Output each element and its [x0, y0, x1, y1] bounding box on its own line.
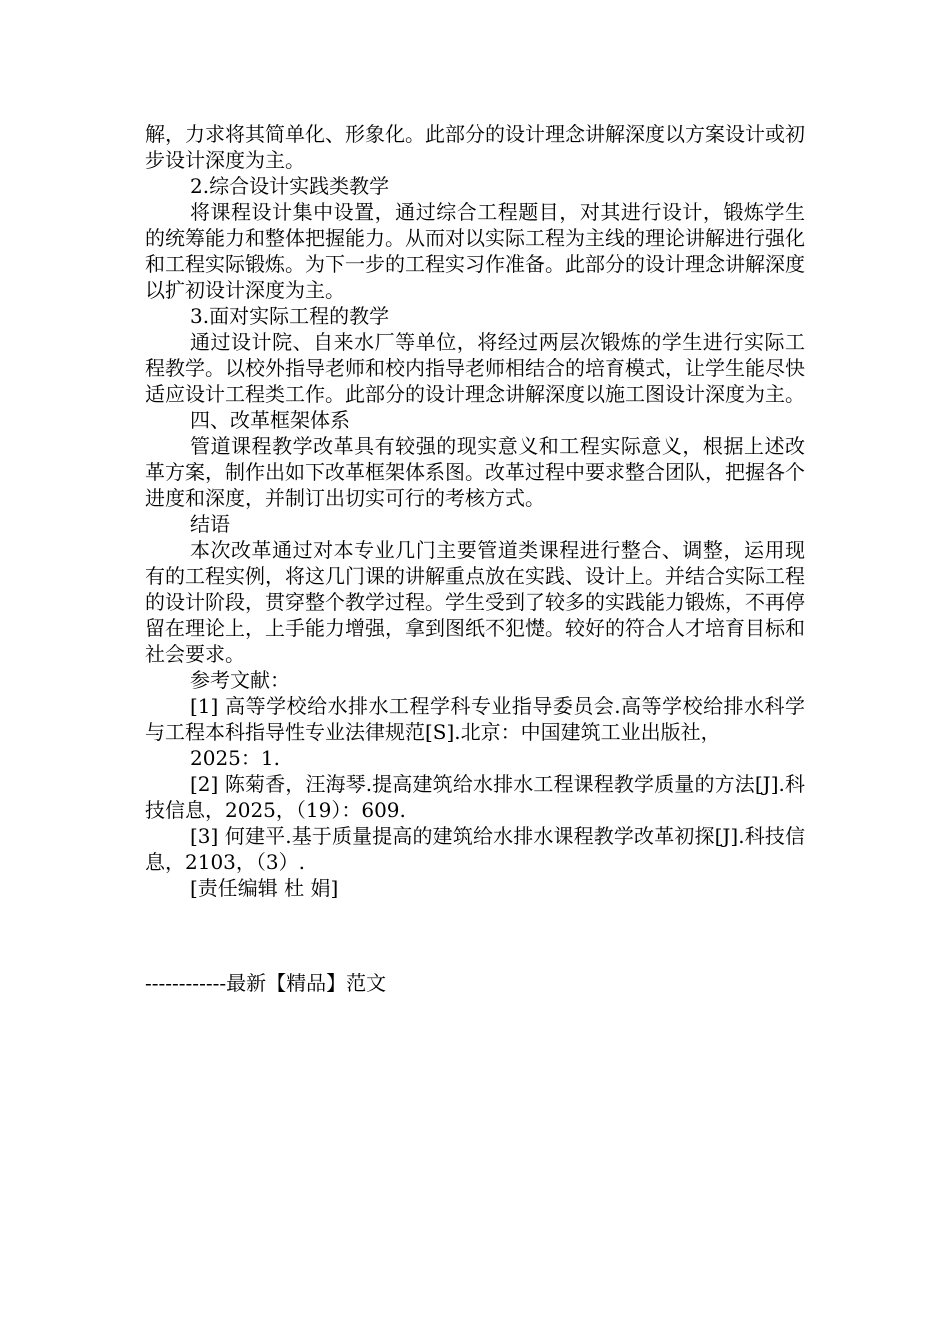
reference-2: [2] 陈菊香，汪海琴.提高建筑给水排水工程课程教学质量的方法[J].科技信息，2025，（19）：609. [145, 772, 805, 822]
paragraph-2: 将课程设计集中设置，通过综合工程题目，对其进行设计，锻炼学生的统筹能力和整体把握能力。从而对以实际工程为主线的理论讲解进行强化和工程实际锻炼。为下一步的工程实习作准备。此部分的设计理念讲解深度以扩初设计深度为主。 [145, 200, 805, 302]
conclusion-paragraph: 本次改革通过对本专业几门主要管道类课程进行整合、调整，运用现有的工程实例，将这几门课的讲解重点放在实践、设计上。并结合实际工程的设计阶段，贯穿整个教学过程。学生受到了较多的实践能力锻炼，不再停留在理论上，上手能力增强，拿到图纸不犯憷。较好的符合人才培育目标和社会要求。 [145, 538, 805, 666]
paragraph-3: 通过设计院、自来水厂等单位，将经过两层次锻炼的学生进行实际工程教学。以校外指导老师和校内指导老师相结合的培育模式，让学生能尽快适应设计工程类工作。此部分的设计理念讲解深度以施工图设计深度为主。 [145, 330, 805, 406]
section-heading-3: 3.面对实际工程的教学 [190, 304, 390, 328]
reference-1-page: 2025：1. [190, 746, 280, 770]
paragraph-4: 管道课程教学改革具有较强的现实意义和工程实际意义，根据上述改革方案，制作出如下改革框架体系图。改革过程中要求整合团队，把握各个进度和深度，并制订出切实可行的考核方式。 [145, 434, 805, 510]
conclusion-heading: 结语 [190, 512, 230, 536]
reference-3: [3] 何建平.基于质量提高的建筑给水排水课程教学改革初探[J].科技信息，2103，（3）. [145, 824, 805, 874]
section-heading-4: 四、改革框架体系 [190, 408, 350, 432]
section-heading-2: 2.综合设计实践类教学 [190, 174, 390, 198]
references-heading: 参考文献： [190, 668, 290, 692]
reference-1: [1] 高等学校给水排水工程学科专业指导委员会.高等学校给排水科学与工程本科指导性专业法律规范[S].北京：中国建筑工业出版社， [145, 694, 805, 744]
editor-credit: [责任编辑 杜 娟] [190, 876, 339, 900]
document-body [145, 121, 805, 901]
footer-note: ------------最新【精品】范文 [145, 971, 387, 995]
paragraph-continuation: 解，力求将其简单化、形象化。此部分的设计理念讲解深度以方案设计或初步设计深度为主。 [145, 122, 805, 172]
